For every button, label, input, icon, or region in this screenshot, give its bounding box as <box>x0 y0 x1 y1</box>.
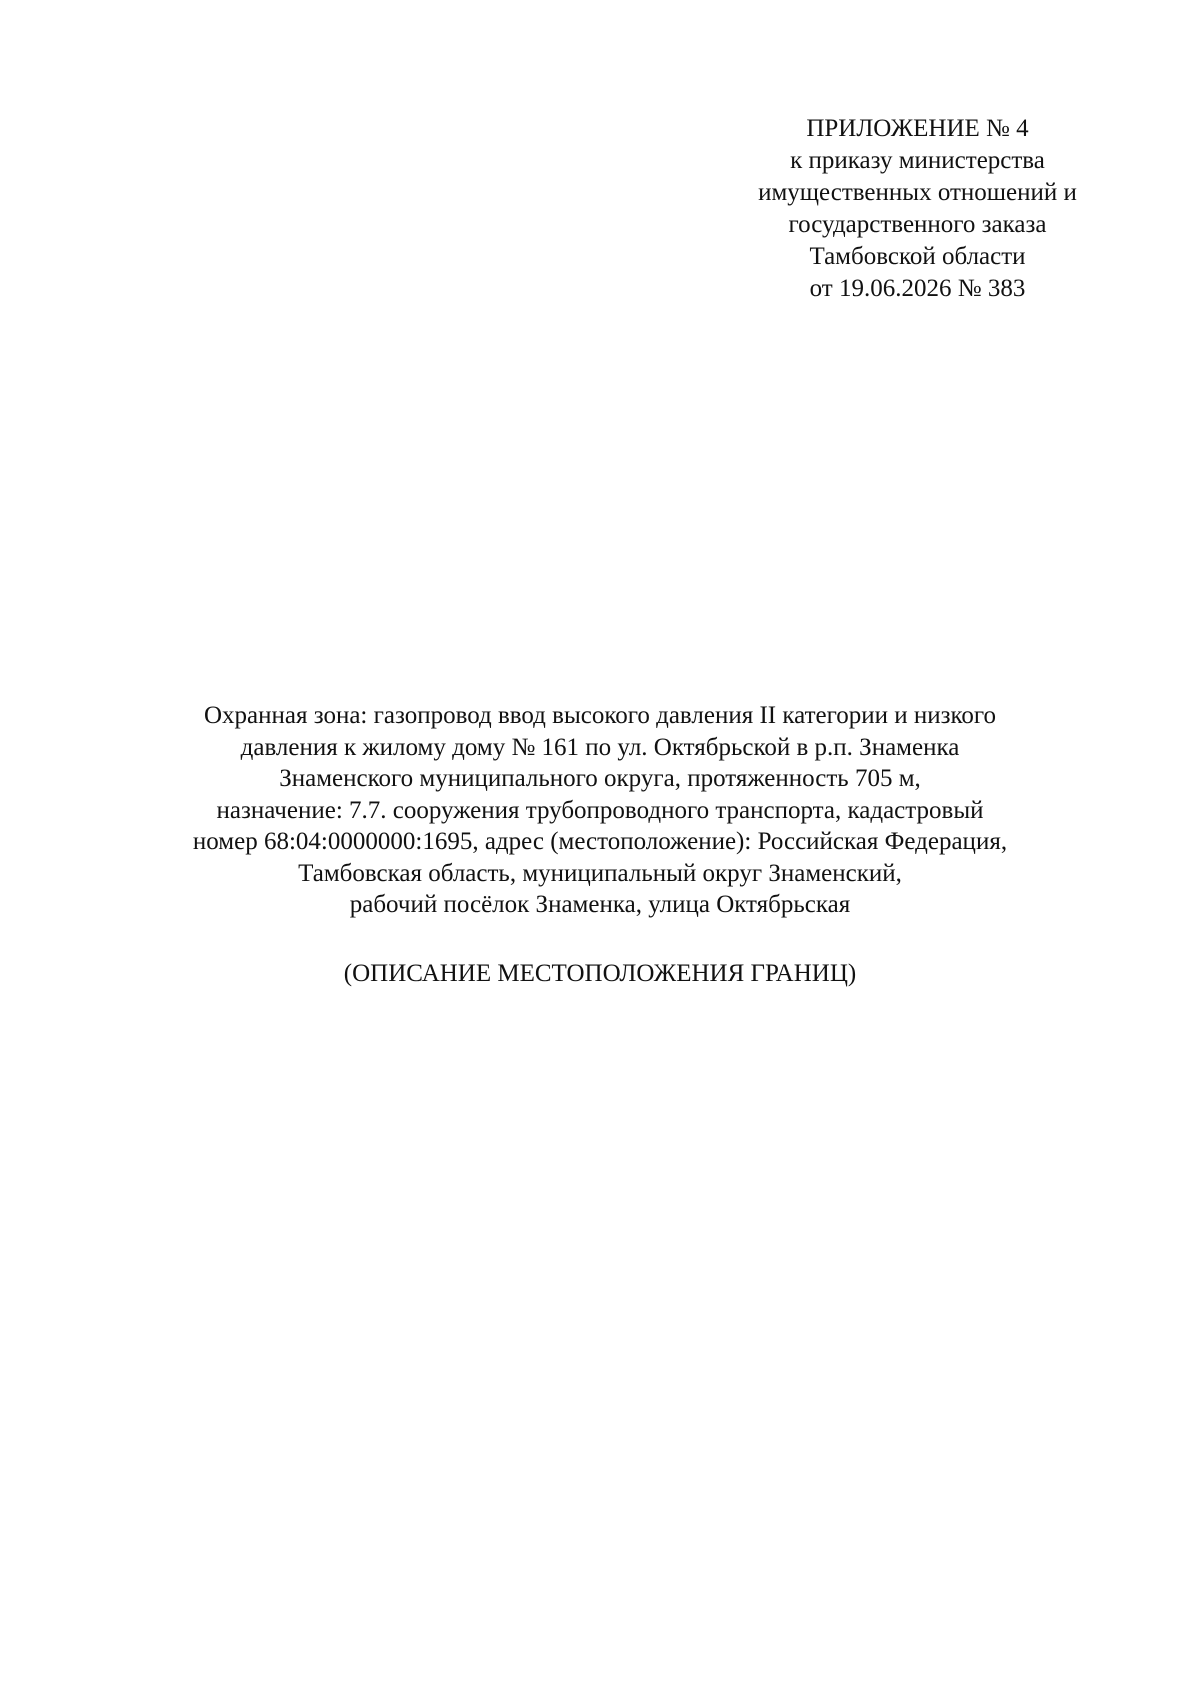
description-line-7: рабочий посёлок Знаменка, улица Октябрьская <box>349 891 851 918</box>
appendix-ministry-line-1: имущественных отношений и <box>758 179 1077 206</box>
description-line-2: давления к жилому дому № 161 по ул. Октябрьской в р.п. Знаменка <box>240 733 960 761</box>
appendix-number: ПРИЛОЖЕНИЕ № 4 <box>806 115 1029 142</box>
appendix-order-ref: к приказу министерства <box>790 147 1045 174</box>
section-title: (ОПИСАНИЕ МЕСТОПОЛОЖЕНИЯ ГРАНИЦ) <box>343 960 857 987</box>
appendix-region: Тамбовской области <box>809 243 1026 270</box>
description-line-4: назначение: 7.7. сооружения трубопроводного транспорта, кадастровый <box>216 796 984 824</box>
protection-zone-description <box>150 700 1050 921</box>
appendix-ministry-line-2: государственного заказа <box>788 211 1047 238</box>
appendix-order-date: от 19.06.2026 № 383 <box>809 275 1026 302</box>
description-line-1: Охранная зона: газопровод ввод высокого давления II категории и низкого <box>203 702 997 729</box>
description-line-6: Тамбовская область, муниципальный округ Знаменский, <box>298 859 902 887</box>
description-line-3: Знаменского муниципального округа, протяженность 705 м, <box>279 765 921 792</box>
description-line-5: номер 68:04:0000000:1695, адрес (местоположение): Российская Федерация, <box>192 828 1008 855</box>
appendix-header <box>720 113 1115 305</box>
